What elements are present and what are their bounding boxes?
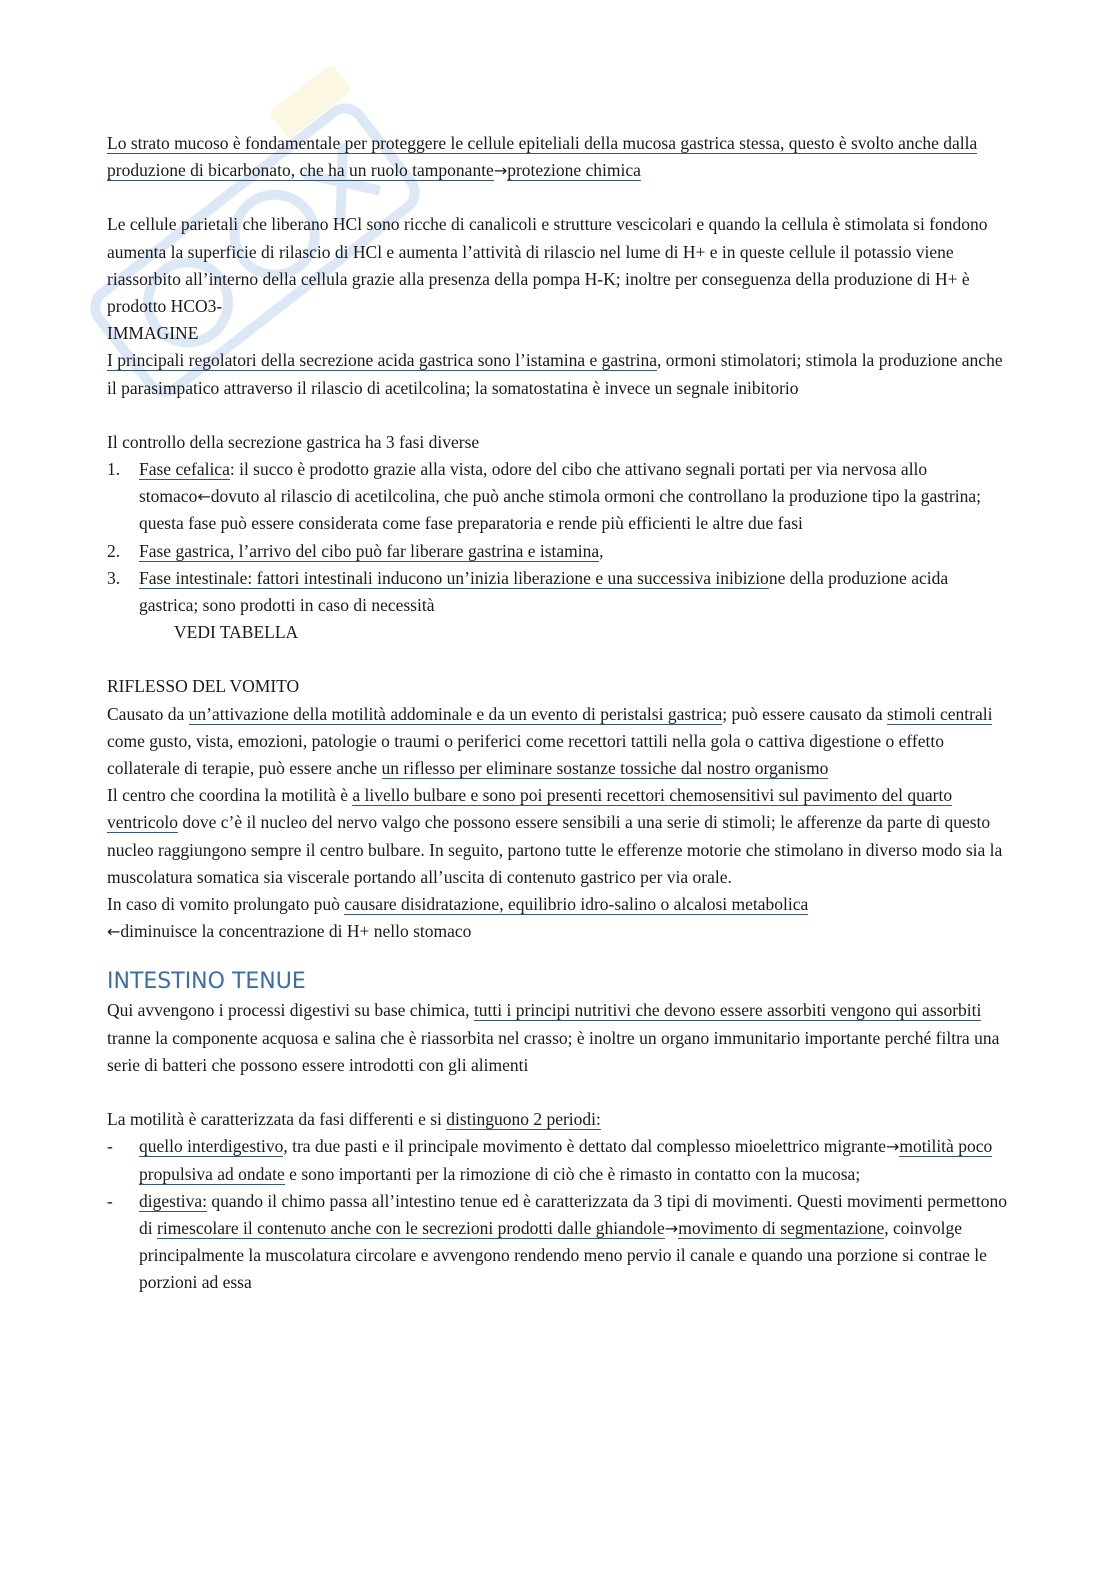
image-placeholder-label: IMMAGINE bbox=[107, 323, 199, 344]
paragraph-motility: La motilità è caratterizzata da fasi differenti e si distinguono 2 periodi: bbox=[107, 1109, 601, 1130]
paragraph-parietal-cells: Le cellule parietali che liberano HCl sono ricche di canalicoli e strutture vescicolari e quando la cellula è stimolata si fondono aumenta la superficie di rilascio di HCl e aumenta l’attività di rilascio nel lume di H+ e in queste cellule il potassio viene riassorbito all’interno della cellula grazie alla presenza della pompa H-K; inoltre per conseguenza della produzione di H+ è prodotto HCO3- bbox=[107, 214, 988, 317]
arrow-right-icon: → bbox=[885, 1137, 900, 1157]
list-item: 2. Fase gastrica, l’arrivo del cibo può far liberare gastrina e istamina, bbox=[107, 540, 604, 561]
highlight: I principali regolatori della secrezione acida gastrica sono l’istamina e gastrina bbox=[107, 350, 658, 371]
motility-periods-list bbox=[107, 1133, 1007, 1296]
paragraph-vomit-consequences: In caso di vomito prolungato può causare disidratazione, equilibrio idro-salino o alcalosi metabolica ←diminuisce la concentrazione di H+ nello stomaco bbox=[107, 894, 809, 942]
arrow-right-icon: → bbox=[493, 161, 508, 181]
arrow-left-icon: ← bbox=[197, 487, 211, 507]
list-item: 1. Fase cefalica: il succo è prodotto grazie alla vista, odore del cibo che attivano segnali portati per via nervosa allo stomaco←dovuto al rilascio di acetilcolina, che può anche stimola ormoni che controllano la produzione tipo la gastrina; questa fase può essere considerata come fase preparatoria e rende più efficienti le altre due fasi bbox=[107, 459, 981, 534]
vomit-reflex-title: RIFLESSO DEL VOMITO bbox=[107, 676, 300, 697]
document-body bbox=[107, 130, 1007, 1297]
paragraph-vomit-center: Il centro che coordina la motilità è a livello bulbare e sono poi presenti recettori chemosensitivi sul pavimento del quarto ventricolo dove c’è il nucleo del nervo valgo che possono essere sensibili a una serie di stimoli; le afferenze da parte di questo nucleo raggiungono sempre il centro bulbare. In seguito, partono tutte le efferenze motorie che stimolano in diverso modo sia la muscolatura somatica sia viscerale portando all’uscita di contenuto gastrico per via orale. bbox=[107, 785, 1003, 887]
phases-list bbox=[107, 456, 1007, 619]
highlight: protezione chimica bbox=[507, 160, 641, 181]
list-item: - quello interdigestivo, tra due pasti e il principale movimento è dettato dal complesso mioelettrico migrante→motilità poco propulsiva ad ondate e sono importanti per la rimozione di ciò che è rimasto in contatto con la mucosa; bbox=[107, 1136, 993, 1184]
list-item: 3. Fase intestinale: fattori intestinali inducono un’inizia liberazione e una successiva inibizione della produzione acida gastrica; sono prodotti in caso di necessità bbox=[107, 567, 949, 616]
arrow-right-icon: → bbox=[664, 1218, 679, 1238]
paragraph-intestine-intro: Qui avvengono i processi digestivi su base chimica, tutti i principi nutritivi che devono essere assorbiti vengono qui assorbiti tranne la componente acquosa e salina che è riassorbita nel crasso; è inoltre un organo immunitario importante perché filtra una serie di batteri che possono essere introdotti con gli alimenti bbox=[107, 1000, 1000, 1075]
paragraph-mucosa bbox=[107, 130, 1007, 184]
arrow-left-icon: ← bbox=[107, 922, 121, 942]
paragraph-phases-intro: Il controllo della secrezione gastrica ha 3 fasi diverse bbox=[107, 431, 480, 452]
paragraph-regulators: I principali regolatori della secrezione acida gastrica sono l’istamina e gastrina, ormoni stimolatori; stimola la produzione anche il parasimpatico attraverso il rilascio di acetilcolina; la somatostatina è invece un segnale inibitorio bbox=[107, 350, 1003, 398]
table-reference-label: VEDI TABELLA bbox=[174, 622, 299, 643]
list-item: - digestiva: quando il chimo passa all’intestino tenue ed è caratterizzata da 3 tipi di movimenti. Questi movimenti permettono di rimescolare il contenuto anche con le secrezioni prodotti dalle ghiandole→movimento di segmentazione, coinvolge principalmente la muscolatura circolare e avvengono rendendo meno pervio il canale e quando una porzione si contrae le porzioni ad essa bbox=[107, 1190, 1007, 1293]
paragraph-vomit-causes: Causato da un’attivazione della motilità addominale e da un evento di peristalsi gastrica; può essere causato da stimoli centrali come gusto, vista, emozioni, patologie o traumi o periferici come recettori tattili nella gola o cattiva digestione o effetto collaterale di terapie, può essere anche un riflesso per eliminare sostanze tossiche dal nostro organismo bbox=[107, 703, 993, 779]
section-heading: INTESTINO TENUE bbox=[107, 969, 306, 995]
highlight: Lo strato mucoso è fondamentale per proteggere le cellule epiteliali della mucosa gastrica stessa, questo è svolto anche dalla produzione di bicarbonato, che ha un ruolo tamponante bbox=[107, 133, 978, 181]
